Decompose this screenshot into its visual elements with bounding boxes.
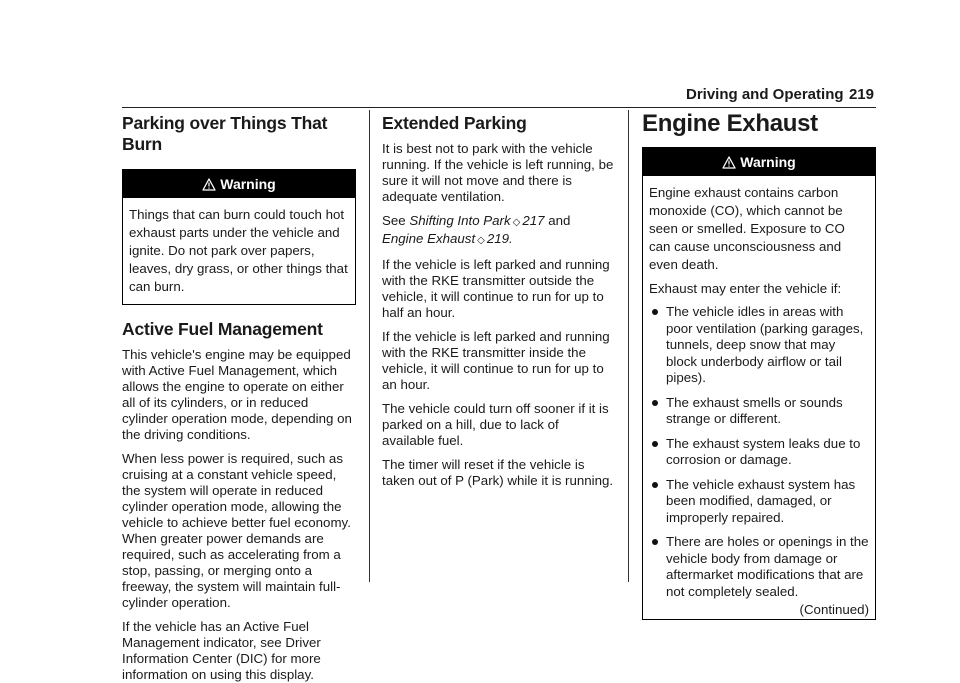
bullet-icon bbox=[652, 539, 658, 545]
paragraph: If the vehicle is left parked and running with the RKE transmitter inside the vehicle, it will continue to run for up to an hour. bbox=[382, 329, 610, 392]
continued-label: (Continued) bbox=[799, 602, 869, 617]
link-engine-exhaust[interactable]: Engine Exhaust bbox=[382, 231, 476, 246]
heading-engine-exhaust: Engine Exhaust bbox=[642, 110, 818, 137]
bullet-icon bbox=[652, 400, 658, 406]
bullet-text: The vehicle idles in areas with poor ventilation (parking garages, tunnels, deep snow that may block underbody airflow or tail pipes). bbox=[666, 304, 864, 385]
warning-text: Engine exhaust contains carbon monoxide (CO), which cannot be seen or smelled. Exposure to CO can cause unconsciousness and even death. bbox=[649, 185, 845, 272]
column-middle bbox=[382, 110, 614, 489]
heading-active-fuel-management: Active Fuel Management bbox=[122, 319, 323, 339]
warning-label: Warning bbox=[740, 154, 796, 170]
warning-box bbox=[122, 169, 356, 305]
bullet-icon bbox=[652, 309, 658, 315]
bullet-icon bbox=[652, 482, 658, 488]
warning-header bbox=[643, 148, 875, 176]
heading-extended-parking: Extended Parking bbox=[382, 113, 527, 133]
page-ref-219[interactable]: 219. bbox=[486, 231, 513, 246]
bullet-text: The vehicle exhaust system has been modified, damaged, or improperly repaired. bbox=[666, 476, 856, 525]
paragraph: If the vehicle has an Active Fuel Management indicator, see Driver Information Center (DIC) for more information on using this display. bbox=[122, 619, 321, 682]
bullet-icon bbox=[652, 441, 658, 447]
header-rule bbox=[122, 107, 876, 108]
warning-body bbox=[123, 198, 355, 304]
column-divider bbox=[628, 110, 629, 582]
bullet-item bbox=[649, 477, 869, 527]
bullet-item bbox=[649, 534, 869, 600]
warning-triangle-icon bbox=[722, 156, 736, 169]
cross-reference-paragraph bbox=[382, 213, 614, 249]
bullet-text: There are holes or openings in the vehicle body from damage or aftermarket modifications that are not completely sealed. bbox=[666, 534, 869, 599]
column-divider bbox=[369, 110, 370, 582]
bullet-text: The exhaust system leaks due to corrosion or damage. bbox=[666, 435, 861, 467]
warning-label: Warning bbox=[220, 176, 276, 192]
warning-header bbox=[123, 170, 355, 198]
paragraph: It is best not to park with the vehicle running. If the vehicle is left running, be sure it will not move and there is adequate ventilation. bbox=[382, 141, 614, 204]
column-left bbox=[122, 110, 356, 683]
paragraph: If the vehicle is left parked and running with the RKE transmitter outside the vehicle, it will continue to run for up to half an hour. bbox=[382, 257, 610, 320]
bullet-text: The exhaust smells or sounds strange or different. bbox=[666, 394, 843, 426]
page-number: 219 bbox=[848, 86, 874, 103]
warning-box bbox=[642, 147, 876, 620]
paragraph: This vehicle's engine may be equipped with Active Fuel Management, which allows the engine to operate on either all of its cylinders, or in reduced cylinder operation mode, depending on the driving conditions. bbox=[122, 347, 352, 442]
warning-text: Exhaust may enter the vehicle if: bbox=[649, 281, 842, 296]
bullet-item bbox=[649, 304, 869, 387]
and-text: and bbox=[548, 213, 571, 228]
page-reference-icon: ◇ bbox=[477, 235, 485, 246]
warning-triangle-icon bbox=[202, 178, 216, 191]
paragraph: The timer will reset if the vehicle is taken out of P (Park) while it is running. bbox=[382, 457, 614, 488]
warning-body bbox=[643, 176, 875, 619]
link-shifting-into-park[interactable]: Shifting Into Park bbox=[409, 213, 511, 228]
bullet-item bbox=[649, 395, 869, 428]
page-ref-217[interactable]: 217 bbox=[522, 213, 545, 228]
column-right bbox=[642, 110, 876, 620]
bullet-list bbox=[649, 304, 869, 600]
page-reference-icon: ◇ bbox=[512, 217, 521, 228]
paragraph: The vehicle could turn off sooner if it is parked on a hill, due to lack of available fuel. bbox=[382, 401, 609, 448]
paragraph: When less power is required, such as cruising at a constant vehicle speed, the system will operate in reduced cylinder operation mode, allowing the vehicle to achieve better fuel economy. When greater power demands are required, such as accelerating from a stop, passing, or merging onto a freeway, the system will maintain full-cylinder operation. bbox=[122, 451, 351, 610]
section-title: Driving and Operating bbox=[686, 86, 844, 103]
bullet-item bbox=[649, 436, 869, 469]
heading-parking-over-things: Parking over Things That Burn bbox=[122, 113, 328, 154]
warning-text: Things that can burn could touch hot exhaust parts under the vehicle and ignite. Do not park over papers, leaves, dry grass, or other things that can burn. bbox=[129, 207, 348, 294]
see-prefix: See bbox=[382, 213, 406, 228]
